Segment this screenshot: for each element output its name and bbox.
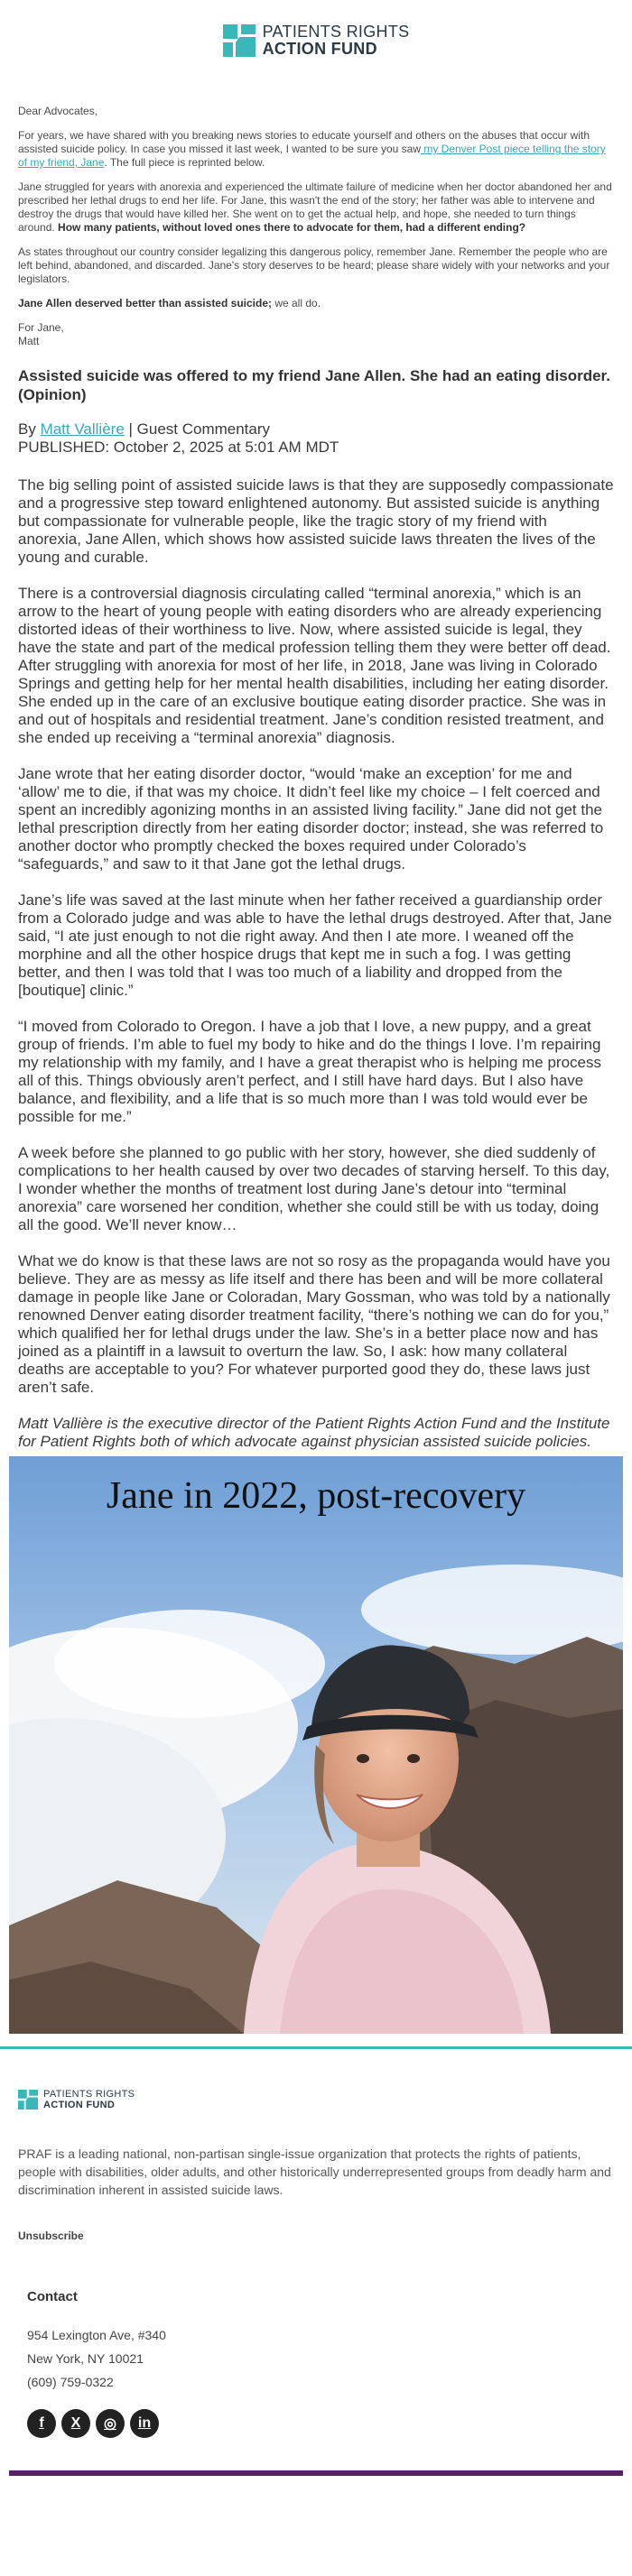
x-icon[interactable]: X <box>61 2409 90 2438</box>
facebook-icon[interactable]: f <box>27 2409 56 2438</box>
greeting: Dear Advocates, <box>18 105 98 117</box>
intro-paragraph-3: As states throughout our country consider legalizing this dangerous policy, remember Jane. Remember the people who are left behind, abandoned, and discarded. Jane's story deserves to be heard; please share widely with your networks and your legislators. <box>18 245 610 285</box>
published-date: PUBLISHED: October 2, 2025 at 5:01 AM MDT <box>18 439 339 456</box>
logo-line1: PATIENTS RIGHTS <box>262 23 410 41</box>
byline: By Matt Vallière | Guest Commentary <box>18 420 271 438</box>
photo-illustration <box>9 1456 623 2034</box>
footer-logo-line2: ACTION FUND <box>43 2100 116 2110</box>
denver-post-link[interactable]: my Denver Post piece telling the story of my friend, Jane <box>18 143 606 169</box>
article-paragraph: Jane’s life was saved at the last minute when her father received a guardianship order from a Colorado judge and was able to have the lethal drugs destroyed. After that, Jane said, “I ate just enough to not die right away. And then I ate more. I weaned off the morphine and all the other hospice drugs that kept me in such a fog. I was getting better, and then I was told that I was too much of a liability and dropped from the [boutique] clinic.” <box>18 891 612 999</box>
logo-line2: ACTION FUND <box>262 40 377 58</box>
author-link[interactable]: Matt Vallière <box>40 420 125 438</box>
article-title: Assisted suicide was offered to my friend Jane Allen. She had an eating disorder. (Opinion) <box>18 367 610 403</box>
instagram-icon[interactable]: ◎ <box>96 2409 125 2438</box>
praf-logo[interactable] <box>223 23 410 58</box>
intro-paragraph-2: Jane struggled for years with anorexia and experienced the ultimate failure of medicine when her doctor abandoned her and prescribed her lethal drugs to end her life. For Jane, this wasn't the end of the story; her father was able to intervene and destroy the drugs that would have killed her. She went on to get the actual help, and hope, she needed to turn things around. How many patients, without loved ones there to advocate for them, had a different ending? <box>18 180 612 234</box>
unsubscribe-link[interactable]: Unsubscribe <box>18 2230 84 2242</box>
header <box>0 0 632 81</box>
email-body <box>0 105 632 1451</box>
phone-number: (609) 759-0322 <box>27 2375 114 2389</box>
jane-photo <box>9 1456 623 2034</box>
address-line-1: 954 Lexington Ave, #340 <box>27 2328 166 2342</box>
address-line-2: New York, NY 10021 <box>27 2351 144 2366</box>
footer-logo-line1: PATIENTS RIGHTS <box>43 2089 135 2100</box>
intro-paragraph-1: For years, we have shared with you breaking news stories to educate yourself and others on the abuses that occur with assisted suicide policy. In case you missed it last week, I wanted to be sure you saw my Denver Post piece telling the story of my friend, Jane. The full piece is reprinted below. <box>18 129 606 169</box>
contact-heading: Contact <box>27 2289 78 2304</box>
intro-paragraph-4: Jane Allen deserved better than assisted suicide; we all do. <box>18 297 321 309</box>
signoff: For Jane, Matt <box>18 321 64 347</box>
article-paragraph: What we do know is that these laws are not so rosy as the propaganda would have you believe. They are as messy as life itself and there has been and will be more collateral damage in people like Jane or Coloradan, Mary Gossman, who was told by a nationally renowned Denver eating disorder treatment facility, “there’s nothing we can do for you,” which qualified her for lethal drugs under the law. She’s in a better place now and has joined as a plaintiff in a lawsuit to overturn the law. So, I ask: how many collateral deaths are acceptable to you? For whatever purported good they do, these laws just aren’t safe. <box>18 1252 610 1396</box>
divider <box>0 2046 632 2049</box>
article-paragraph: Jane wrote that her eating disorder doctor, “would ‘make an exception’ for me and ‘allow’ me to die, if that was my choice. It didn’t feel like my choice – I felt coerced and spent an incredibly agonizing months in an assisted living facility.” Jane did not get the lethal prescription directly from her eating disorder doctor; instead, she was referred to another doctor who promptly checked the boxes required under Colorado’s “safeguards,” and saw to it that Jane got the lethal drugs. <box>18 765 604 873</box>
logo-mark-icon <box>223 24 256 57</box>
article-paragraph: “I moved from Colorado to Oregon. I have a job that I love, a new puppy, and a great group of friends. I’m able to fuel my body to hike and do the things I love. I’m repairing my relationship with my family, and I have a great therapist who is helping me process all of this. Things obviously aren’t perfect, and I still have hard days. But I also have balance, and flexibility, and a life that is so much more than I was told would ever be possible for me.” <box>18 1018 601 1125</box>
footer <box>0 2089 632 2438</box>
footer-logo[interactable] <box>18 2089 614 2110</box>
article-paragraph: The big selling point of assisted suicide laws is that they are supposedly compassionate and a progressive step toward enlightened autonomy. But assisted suicide is anything but compassionate for vulnerable people, like the tragic story of my friend with anorexia, Jane Allen, which shows how assisted suicide laws threaten the lives of the young and curable. <box>18 476 614 566</box>
footer-description: PRAF is a leading national, non-partisan single-issue organization that protects the rights of patients, people with disabilities, older adults, and other historically underrepresented groups from deadly harm and discrimination inherent in assisted suicide laws. <box>18 2147 611 2197</box>
linkedin-icon[interactable]: in <box>130 2409 159 2438</box>
article-paragraph: There is a controversial diagnosis circulating called “terminal anorexia,” which is an arrow to the heart of young people with eating disorders who are already experiencing distorted ideas of their worthiness to live. Now, where assisted suicide is legal, they have the state and part of the medical profession telling them they were better off dead. After struggling with anorexia for most of her life, in 2018, Jane was living in Colorado Springs and getting help for her mental health disabilities, including her eating disorder. She ended up in the care of an exclusive boutique eating disorder practice. She was in and out of hospitals and residential treatment. Jane’s condition resisted treatment, and she ended up receiving a “terminal anorexia” diagnosis. <box>18 585 611 746</box>
photo-caption: Jane in 2022, post-recovery <box>106 1475 526 1517</box>
social-links <box>27 2409 614 2438</box>
bottom-divider <box>9 2470 623 2476</box>
article-paragraph: A week before she planned to go public with her story, however, she died suddenly of complications to her health caused by over two decades of starving herself. To this day, I wonder whether the months of treatment lost during Jane’s detour into “terminal anorexia” care worsened her condition, whether she could still be with us today, doing all the good. We’ll never know… <box>18 1144 610 1233</box>
logo-mark-icon <box>18 2090 38 2110</box>
author-bio: Matt Vallière is the executive director of the Patient Rights Action Fund and the Institute for Patient Rights both of which advocate against physician assisted suicide policies. <box>18 1415 610 1450</box>
